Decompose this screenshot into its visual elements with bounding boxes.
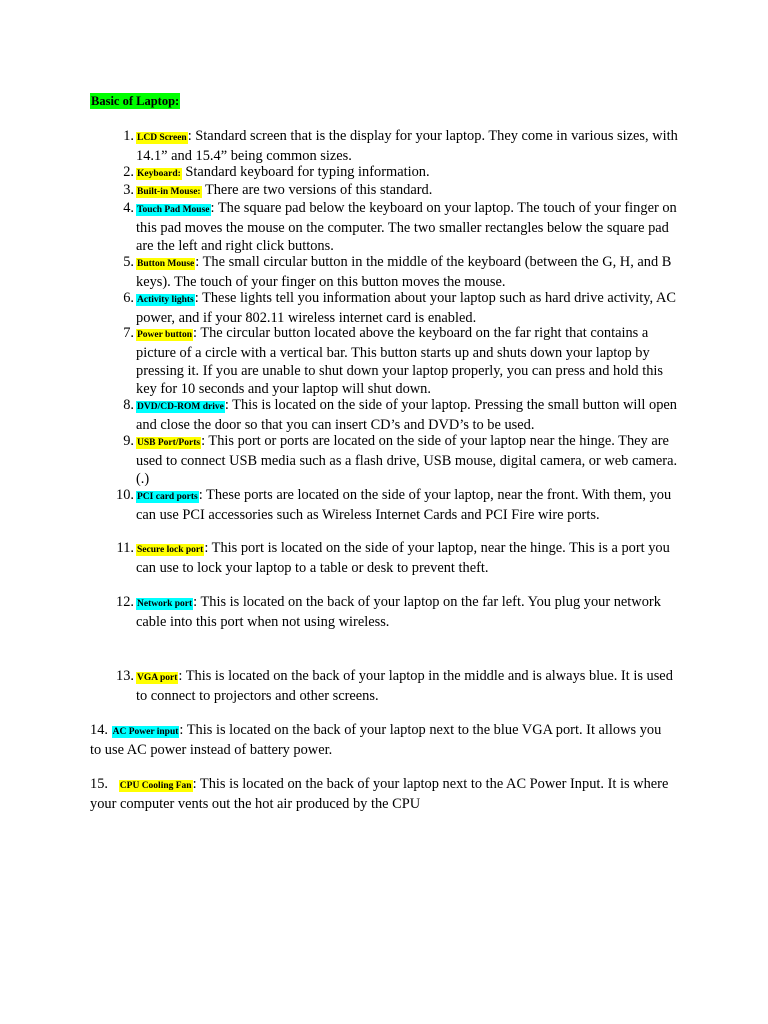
item-text: There are two versions of this standard. xyxy=(201,182,433,198)
item-number: 2. xyxy=(123,164,134,180)
item-text: : These lights tell you information about your laptop such as hard drive activity, AC power, and if your 802.11 wireless internet card is enabled. xyxy=(136,290,676,326)
item-number: 9. xyxy=(123,433,134,449)
item-number: 6. xyxy=(123,290,134,306)
item-number: 15. xyxy=(90,776,108,792)
item-number: 10. xyxy=(116,487,134,503)
term-cpu-cooling-fan: CPU Cooling Fan xyxy=(119,781,192,791)
item-text: : The square pad below the keyboard on your laptop. The touch of your finger on this pad moves the mouse on the computer. The two smaller rectangles below the square pad are the left and right click buttons. xyxy=(136,200,677,254)
item-text: : This is located on the side of your laptop. Pressing the small button will open and close the door so that you can insert CD’s and DVD’s to be used. xyxy=(136,397,678,433)
item-text: : This port is located on the side of your laptop, near the hinge. This is a port you can use to lock your laptop to a table or desk to prevent theft. xyxy=(136,540,670,576)
item-number: 7. xyxy=(123,325,134,341)
item-text: : This is located on the back of your laptop in the middle and is always blue. It is used to connect to projectors and other screens. xyxy=(136,668,673,704)
item-number: 5. xyxy=(123,254,134,270)
item-number: 13. xyxy=(116,668,134,684)
item-text: : This is located on the back of your laptop next to the AC Power Input. It is where your computer vents out the hot air produced by the CPU xyxy=(90,776,669,812)
item-text: Standard keyboard for typing information. xyxy=(181,164,430,180)
term-dvd-cd-rom-drive: DVD/CD-ROM drive xyxy=(137,402,224,412)
term-secure-lock-port: Secure lock port xyxy=(137,545,204,555)
term-ac-power-input: AC Power input xyxy=(112,727,179,737)
term-built-in-mouse: Built-in Mouse: xyxy=(137,187,201,197)
item-text: : Standard screen that is the display for your laptop. They come in various sizes, with 14.1” and 15.4” being common sizes. xyxy=(136,128,678,164)
item-text: : The circular button located above the keyboard on the far right that contains a picture of a circle with a vertical bar. This button starts up and shuts down your laptop by pressing it. If you are unable to shut down your laptop properly, you can press and hold this key for 10 seconds and your laptop will shut down. xyxy=(136,325,664,397)
term-pci-card-ports: PCI card ports xyxy=(137,492,198,502)
term-network-port: Network port xyxy=(137,599,193,609)
item-number: 8. xyxy=(123,397,134,413)
item-number: 12. xyxy=(116,594,134,610)
item-text: : The small circular button in the middle of the keyboard (between the G, H, and B keys). The touch of your finger on this button moves the mouse. xyxy=(136,254,672,290)
item-text: : These ports are located on the side of your laptop, near the front. With them, you can use PCI accessories such as Wireless Internet Cards and PCI Fire wire ports. xyxy=(136,487,672,523)
item-number: 4. xyxy=(123,200,134,216)
term-button-mouse: Button Mouse xyxy=(137,259,195,269)
term-touch-pad-mouse: Touch Pad Mouse xyxy=(137,205,210,215)
item-number: 3. xyxy=(123,182,134,198)
item-number: 11. xyxy=(116,540,134,556)
term-usb-ports: USB Port/Ports xyxy=(137,438,201,448)
term-activity-lights: Activity lights xyxy=(137,295,194,305)
item-text: : This port or ports are located on the side of your laptop near the hinge. They are used to connect USB media such as a flash drive, USB mouse, digital camera, or web camera. (.) xyxy=(136,433,678,487)
document-title: Basic of Laptop: xyxy=(91,94,180,108)
term-keyboard: Keyboard: xyxy=(137,169,181,179)
item-text: : This is located on the back of your laptop on the far left. You plug your network cable into this port when not using wireless. xyxy=(136,594,661,630)
item-number: 14. xyxy=(90,722,108,738)
term-lcd-screen: LCD Screen xyxy=(137,133,187,143)
item-text: : This is located on the back of your laptop next to the blue VGA port. It allows you to use AC power instead of battery power. xyxy=(90,722,662,758)
item-number: 1. xyxy=(123,128,134,144)
term-vga-port: VGA port xyxy=(137,673,178,683)
term-power-button: Power button xyxy=(137,330,192,340)
